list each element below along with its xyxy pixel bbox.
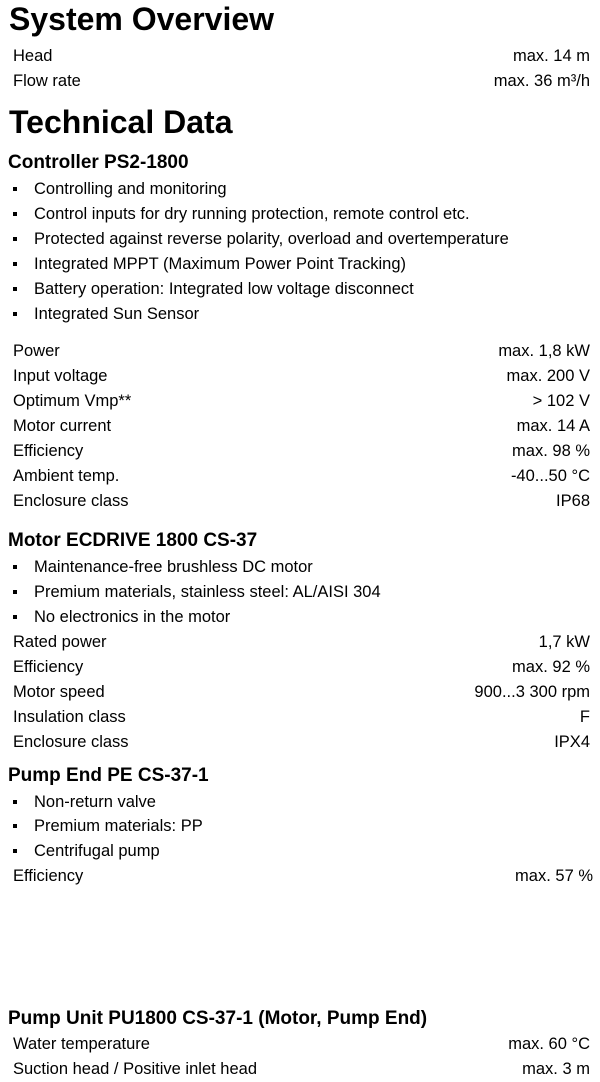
spec-row [13, 465, 590, 487]
spec-row [13, 415, 590, 437]
spec-value: max. 14 m [512, 47, 590, 65]
spec-value: max. 36 m³/h [493, 72, 590, 90]
spec-label: Motor current [13, 417, 112, 435]
bullet-icon [13, 824, 17, 828]
spec-value: IP68 [556, 492, 590, 510]
spec-label: Head [13, 47, 53, 65]
spec-label: Power [13, 342, 60, 360]
spec-value: max. 3 m [522, 1060, 590, 1078]
spec-label: Insulation class [13, 708, 126, 726]
spec-value: IPX4 [554, 733, 590, 751]
spec-label: Enclosure class [13, 492, 129, 510]
bullet-icon [13, 800, 17, 804]
spec-label: Motor speed [13, 683, 105, 701]
spec-label: Efficiency [13, 658, 84, 676]
spec-row [13, 365, 590, 387]
spec-label: Ambient temp. [13, 467, 120, 485]
bullet-icon [13, 590, 17, 594]
spec-value: max. 98 % [512, 442, 590, 460]
spec-row [13, 490, 590, 512]
spec-row-flow-rate [13, 70, 590, 92]
bullet-icon [13, 212, 17, 216]
spec-label: Efficiency [13, 867, 84, 885]
bullet-icon [13, 312, 17, 316]
bullet-icon [13, 187, 17, 191]
spec-row [13, 631, 590, 653]
spec-row [13, 731, 590, 753]
spec-label: Flow rate [13, 72, 81, 90]
spec-row [13, 390, 590, 412]
spec-label: Water temperature [13, 1035, 150, 1053]
spec-row [13, 706, 590, 728]
spec-row [13, 656, 590, 678]
spec-row-head [13, 45, 590, 67]
pump-end-title: Pump End PE CS-37-1 [8, 765, 209, 786]
motor-title: Motor ECDRIVE 1800 CS-37 [8, 530, 258, 551]
bullet-icon [13, 565, 17, 569]
pump-unit-title: Pump Unit PU1800 CS-37-1 (Motor, Pump End) [8, 1008, 428, 1029]
bullet-icon [13, 287, 17, 291]
spec-value: max. 92 % [512, 658, 590, 676]
spec-label: Enclosure class [13, 733, 129, 751]
spec-label: Optimum Vmp** [13, 392, 132, 410]
controller-title: Controller PS2-1800 [8, 152, 189, 173]
spec-row [13, 340, 590, 362]
bullet-icon [13, 615, 17, 619]
spec-value: > 102 V [532, 392, 590, 410]
spec-value: 1,7 kW [538, 633, 590, 651]
spec-label: Efficiency [13, 442, 84, 460]
spec-value: max. 14 A [516, 417, 590, 435]
spec-value: max. 1,8 kW [498, 342, 590, 360]
spec-value: -40...50 °C [510, 467, 590, 485]
spec-row [13, 440, 590, 462]
spec-value: max. 60 °C [508, 1035, 590, 1053]
spec-row [13, 1058, 590, 1080]
spec-value: max. 57 % [515, 867, 593, 885]
spec-value: F [579, 708, 590, 726]
spec-row [13, 681, 590, 703]
bullet-icon [13, 237, 17, 241]
spec-label: Rated power [13, 633, 107, 651]
bullet-icon [13, 849, 17, 853]
spec-value: 900...3 300 rpm [474, 683, 590, 701]
bullet-icon [13, 262, 17, 266]
technical-data-title: Technical Data [9, 104, 233, 140]
spec-label: Suction head / Positive inlet head [13, 1060, 257, 1078]
spec-label: Input voltage [13, 367, 108, 385]
spec-value: max. 200 V [506, 367, 590, 385]
spec-row [13, 1033, 590, 1055]
spec-row [13, 865, 593, 887]
system-overview-title: System Overview [9, 1, 275, 37]
